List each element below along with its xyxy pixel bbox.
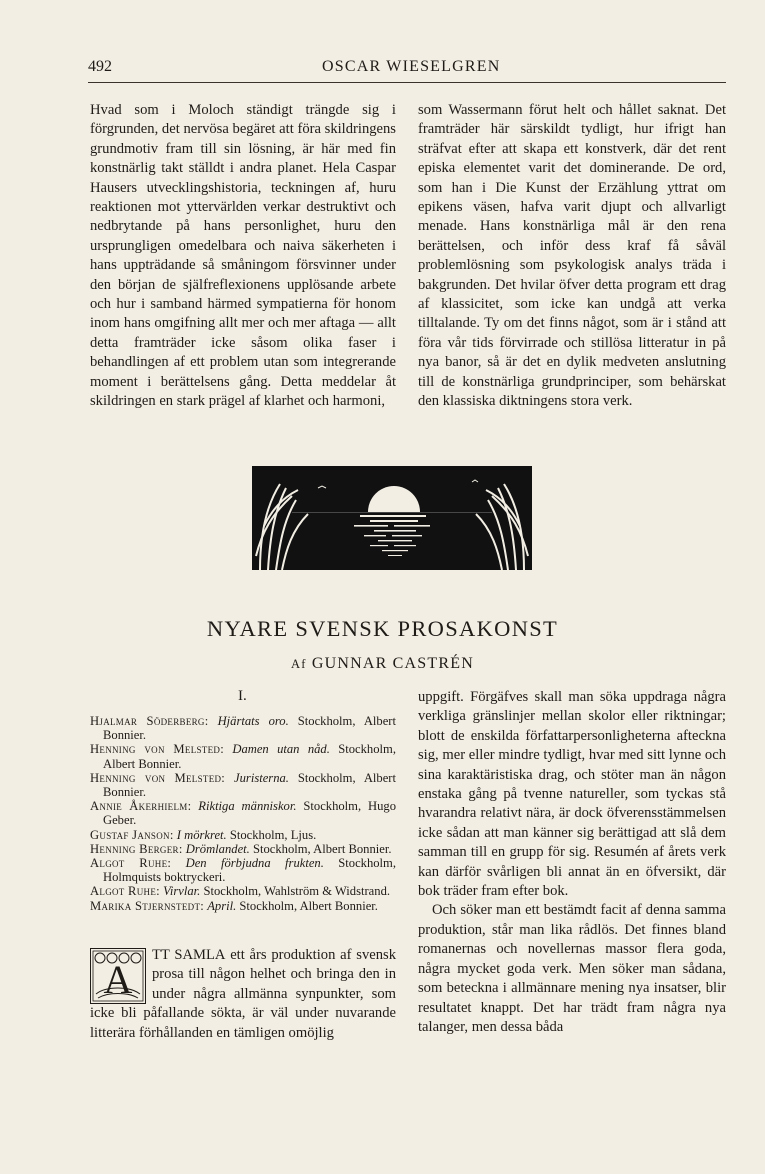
bibliography-entry: Gustaf Janson: I mörkret. Stockholm, Ljus.: [90, 827, 317, 842]
article-byline: [0, 655, 765, 673]
svg-text:A: A: [103, 957, 133, 1002]
header-rule: [88, 82, 726, 83]
running-header: [88, 58, 726, 80]
opening-paragraph: [90, 946, 396, 1043]
bibliography-entry: Henning Berger: Drömlandet. Stockholm, Albert Bonnier.: [90, 841, 392, 856]
byline-author: GUNNAR CASTRÉN: [311, 655, 474, 672]
opening-text: ett års produktion af svensk prosa till någon helhet och bringa den in under några allmänna synpunkter, som icke bli påfallande sökta, är väl under nuvarande litterära förhållanden en tämligen omöjlig: [90, 947, 396, 1041]
bibliography-entry: Hjalmar Söderberg: Hjärtats oro. Stockholm, Albert Bonnier.: [90, 714, 397, 743]
running-head: OSCAR WIESELGREN: [322, 58, 501, 75]
bibliography-list: [90, 714, 396, 913]
column-right-top: [418, 101, 726, 412]
bibliography-entry: Henning von Melsted: Juristerna. Stockholm, Albert Bonnier.: [90, 770, 396, 800]
bibliography-entry: Marika Stjernstedt: April. Stockholm, Albert Bonnier.: [90, 898, 378, 913]
paragraph: Hvad som i Moloch ständigt trängde sig i förgrunden, det nervösa begäret att föra skildringens grundmotiv fram till sin lösning, är här med fin konstnärlig takt ställdt i andra planet. Hela Caspar Hausers utvecklingshistoria, teckningen af, huru reaktionen mot yttervärlden verkar destruktivt och nedbrytande på hans personlighet, huru den ursprungligen omedelbara och naiva säkerheten i hans uppträdande så småningom försvinner under den början de själfreflexionens upplösande arbete och hur i samband härmed sympatierna för honom inom hans omgifning allt mer och mer aftaga — allt detta framträder icke såsom olika faser i behandlingen af ett problem utan som integrerande moment i berättelsens gång. Detta meddelar åt skildringen en stark prägel af klarhet och harmoni,: [90, 102, 396, 410]
paragraph: som Wassermann förut helt och hållet saknat. Det framträder här särskildt tydligt, hur ifrigt han sträfvat efter att skapa ett konstverk, där det rent episka elementet varit det dominerande. De ord, som han i Die Kunst der Erzählung yttrat om epikens väsen, hafva varit djupt och allvarligt menade. Hans konstnärliga mål är den rena berättelsen, och inför dess kraf få såväl problemlösning som psykologisk analys träda i bakgrunden. Det hvilar öfver detta program ett drag af klassicitet, som icke kan undgå att verka tilltalande. Ty om det finns något, som är i stånd att föra vår tids förvirrade och stillösa litteratur in på nya banor, så är det en dylik medveten anslutning till de konstnärliga grundprinciper, som behärskat den klassiska diktningens stora verk.: [418, 102, 726, 410]
column-right-bottom: [418, 688, 726, 1037]
lead-caps: TT SAMLA: [152, 947, 226, 963]
page-number: 492: [88, 58, 112, 75]
bibliography-entry: Algot Ruhe: Virvlar. Stockholm, Wahlström & Widstrand.: [90, 884, 391, 899]
sunset-vignette-image: [252, 466, 532, 570]
article-title: NYARE SVENSK PROSAKONST: [206, 616, 559, 641]
column-left-top: [90, 101, 396, 412]
drop-cap-a-icon: [90, 948, 146, 1004]
bibliography-entry: Henning von Melsted: Damen utan nåd. Stockholm, Albert Bonnier.: [90, 742, 396, 771]
paragraph: Och söker man ett bestämdt facit af denna samma produktion, står man lika rådlös. Det finnes bland romanernas och novellernas massor flera goda, några mycket goda verk. Men söker man sådana, som beteckna i allmännare mening nya insatser, blir resultatet knappt. Det har trädt fram några nya talanger, men dessa båda: [418, 902, 726, 1035]
section-number: I.: [238, 688, 247, 704]
bibliography-entry: Annie Åkerhielm: Riktiga människor. Stockholm, Hugo Geber.: [90, 799, 396, 828]
bibliography-entry: Algot Ruhe: Den förbjudna frukten. Stockholm, Holmquists boktryckeri.: [90, 856, 397, 885]
paragraph: uppgift. Förgäfves skall man söka uppdraga några verkliga gränslinjer mellan skolor eller riktningar; blott de enskilda författarpersonligheterna afteckna sig, mer eller mindre tydligt, hvar med sitt lynne och sina karaktäristiska drag, och stöter man än någon enstaka gång på tvenne naturellеr, som tyckas stå hvarandra relativt nära, är dock öfverensstämmelsen icke sådan att man känner sig berättigad att slå dem samman till en grupp för sig. Resumén af årets verk kan därför svårligen bli annat än en öfversikt, där bok träder fram efter bok.: [418, 689, 726, 900]
byline-prefix: Af: [291, 657, 307, 671]
